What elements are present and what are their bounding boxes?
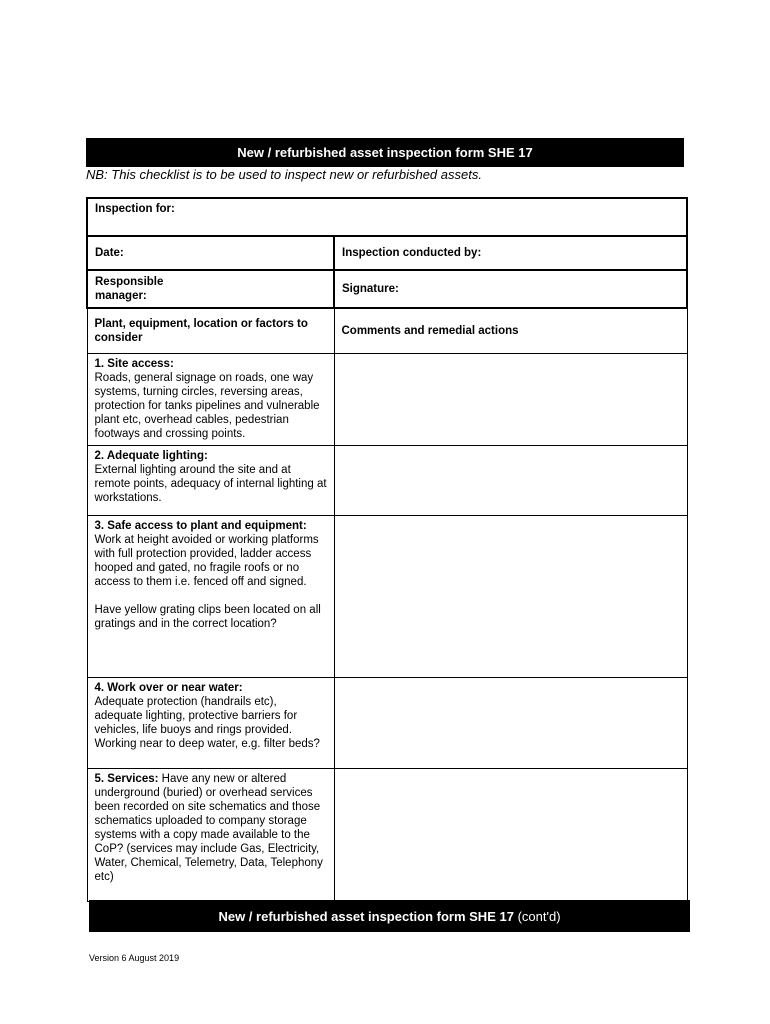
item-description: Work at height avoided or working platforms with full protection provided, ladder access hooped and gated, no fragile roofs or no access to them i.e. fenced off and signed. — [94, 533, 319, 588]
continued-suffix: (cont'd) — [517, 908, 561, 924]
checklist-item-adequate-lighting — [87, 445, 334, 515]
inspection-for-field[interactable] — [87, 198, 687, 236]
responsible-manager-label: Responsible manager: — [95, 276, 164, 302]
conducted-by-label: Inspection conducted by: — [342, 247, 482, 259]
item-description: Roads, general signage on roads, one way systems, turning circles, reversing areas, protection for tanks pipelines and vulnerable plant etc, overhead cables, pedestrian footways and crossing points. — [94, 371, 320, 440]
checklist-item-work-near-water — [87, 677, 334, 768]
item-description: Adequate protection (handrails etc), adequate lighting, protective barriers for vehicles, life buoys and rings provided. Working near to deep water, e.g. filter beds? — [94, 695, 320, 750]
item-description: Have any new or altered underground (buried) or overhead services been recorded on site schematics and those schematics uploaded to company storage systems with a copy made available to the CoP? (services may include Gas, Electricity, Water, Chemical, Telemetry, Data, Telephony etc) — [94, 772, 323, 883]
comment-cell-services[interactable] — [334, 768, 687, 901]
form-note: NB: This checklist is to be used to inspect new or refurbished assets. — [86, 167, 482, 182]
version-label: Version 6 August 2019 — [89, 953, 180, 963]
item-title: 2. Adequate lighting: — [94, 449, 208, 462]
comment-cell-site-access[interactable] — [334, 353, 687, 445]
comment-cell-work-near-water[interactable] — [334, 677, 687, 768]
column-header-right-text: Comments and remedial actions — [341, 324, 519, 337]
column-header-left — [87, 308, 334, 353]
comment-cell-safe-access[interactable] — [334, 515, 687, 677]
checklist-row — [87, 677, 687, 768]
column-header-row — [87, 308, 687, 353]
item-title: 3. Safe access to plant and equipment: — [94, 519, 307, 532]
column-header-left-text: Plant, equipment, location or factors to consider — [94, 317, 308, 344]
inspection-for-row — [87, 198, 687, 236]
continued-title: New / refurbished asset inspection form SHE 17 — [218, 908, 514, 924]
checklist-item-safe-access — [87, 515, 334, 677]
checklist-row — [87, 353, 687, 445]
inspection-form-table — [86, 197, 688, 902]
responsible-manager-field[interactable] — [87, 270, 334, 308]
conducted-by-field[interactable] — [334, 236, 687, 270]
checklist-item-services — [87, 768, 334, 901]
form-title: New / refurbished asset inspection form SHE 17 — [86, 138, 684, 167]
date-label: Date: — [95, 247, 124, 259]
column-header-right — [334, 308, 687, 353]
checklist-row — [87, 768, 687, 901]
item-title: 1. Site access: — [94, 357, 174, 370]
checklist-row — [87, 515, 687, 677]
signature-field[interactable] — [334, 270, 687, 308]
manager-row — [87, 270, 687, 308]
item-extra-question: Have yellow grating clips been located on all gratings and in the correct location? — [94, 603, 321, 630]
item-description: External lighting around the site and at remote points, adequacy of internal lighting at workstations. — [94, 463, 327, 504]
inspection-for-label: Inspection for: — [95, 203, 175, 215]
continued-title-bar — [89, 900, 690, 932]
checklist-item-site-access — [87, 353, 334, 445]
item-title: 4. Work over or near water: — [94, 681, 243, 694]
item-title: 5. Services: — [94, 772, 159, 785]
checklist-row — [87, 445, 687, 515]
comment-cell-adequate-lighting[interactable] — [334, 445, 687, 515]
date-field[interactable] — [87, 236, 334, 270]
date-row — [87, 236, 687, 270]
signature-label: Signature: — [342, 283, 399, 295]
